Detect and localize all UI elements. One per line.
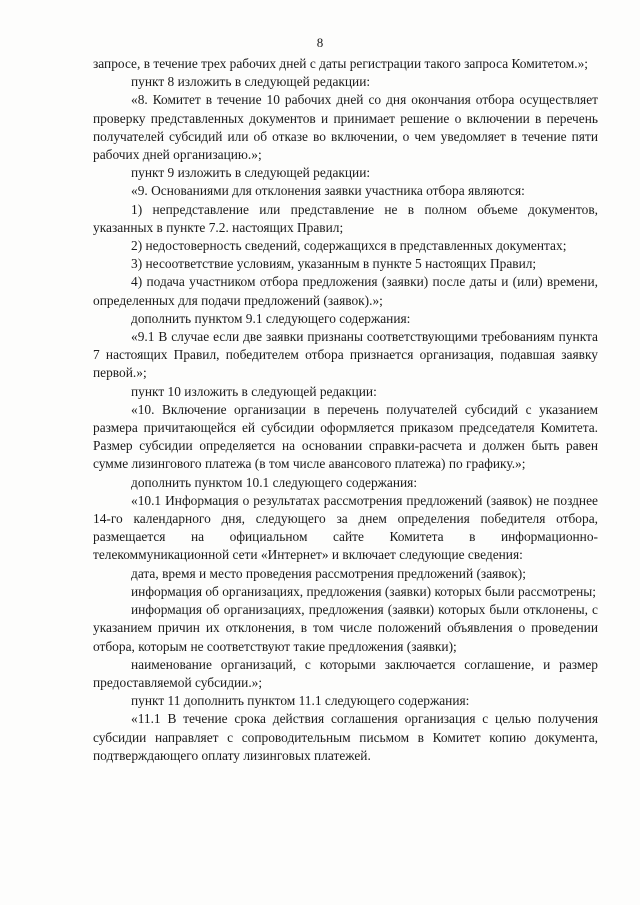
paragraph: 1) непредставление или представление не в полном объеме документов, указанных в пункте 7.2. настоящих Правил; xyxy=(93,201,598,235)
paragraph: «9.1 В случае если две заявки признаны соответствующими требованиям пункта 7 настоящих Правил, победителем отбора признается организация, подавшая заявку первой.»; xyxy=(93,329,598,381)
paragraph: 4) подача участником отбора предложения (заявки) после даты и (или) времени, определенных для подачи предложений (заявок).»; xyxy=(93,274,598,308)
paragraph: информация об организациях, предложения (заявки) которых были отклонены, с указанием причин их отклонения, в том числе положений объявления о проведении отбора, которым не соответствуют такие предложения (заявки); xyxy=(93,602,598,654)
paragraph: «8. Комитет в течение 10 рабочих дней со дня окончания отбора осуществляет проверку представленных документов и принимает решение о включении в перечень получателей субсидий или об отказе во включении, о чем уведомляет в течение пяти рабочих дней организацию.»; xyxy=(93,92,598,163)
document-body xyxy=(93,55,598,765)
page-number: 8 xyxy=(316,35,324,50)
paragraph: «10.1 Информация о результатах рассмотрения предложений (заявок) не позднее 14-го календарного дня, следующего за днем определения победителя отбора, размещается на официальном сайте Комитета в информационно-телекоммуникационной сети «Интернет» и включает следующие сведения: xyxy=(93,492,598,563)
paragraph: запросе, в течение трех рабочих дней с даты регистрации такого запроса Комитетом.»; xyxy=(93,56,588,71)
paragraph: 2) недостоверность сведений, содержащихся в представленных документах; xyxy=(131,238,567,254)
paragraph: пункт 8 изложить в следующей редакции: xyxy=(131,74,371,90)
paragraph: пункт 9 изложить в следующей редакции: xyxy=(131,165,371,181)
paragraph: дополнить пунктом 10.1 следующего содержания: xyxy=(131,474,418,490)
paragraph: дата, время и место проведения рассмотрения предложений (заявок); xyxy=(131,565,526,581)
paragraph: наименование организаций, с которыми заключается соглашение, и размер предоставляемой субсидии.»; xyxy=(93,656,598,690)
paragraph: «11.1 В течение срока действия соглашения организация с целью получения субсидии направляет с сопроводительным письмом в Комитет копию документа, подтверждающего оплату лизинговых платежей. xyxy=(93,711,598,763)
paragraph: информация об организациях, предложения (заявки) которых были рассмотрены; xyxy=(131,583,596,599)
paragraph: 3) несоответствие условиям, указанным в пункте 5 настоящих Правил; xyxy=(131,256,537,272)
paragraph: дополнить пунктом 9.1 следующего содержания: xyxy=(131,310,411,326)
paragraph: пункт 10 изложить в следующей редакции: xyxy=(131,383,377,399)
paragraph: пункт 11 дополнить пунктом 11.1 следующего содержания: xyxy=(131,693,470,709)
paragraph: «10. Включение организации в перечень получателей субсидий с указанием размера причитающейся ей субсидии оформляется приказом председателя Комитета. Размер субсидии определяется на основании справки-расчета и должен быть равен сумме лизингового платежа (в том числе авансового платежа) по графику.»; xyxy=(93,401,598,472)
paragraph: «9. Основаниями для отклонения заявки участника отбора являются: xyxy=(131,183,525,199)
